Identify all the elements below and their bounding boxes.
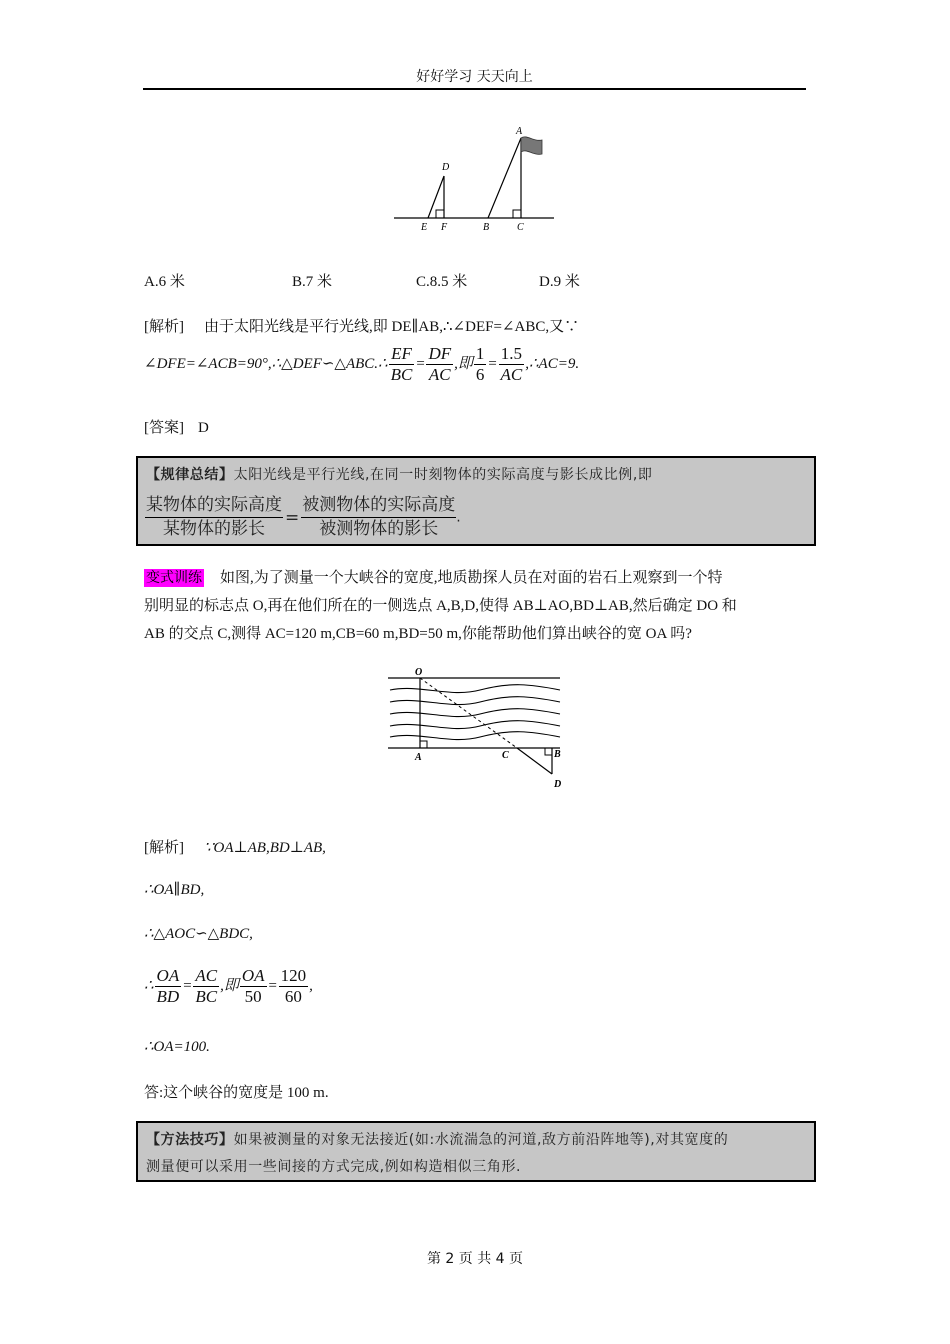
- page-footer: 第 2 页 共 4 页: [426, 1251, 524, 1267]
- analysis-2-label: [解析]: [144, 840, 184, 856]
- analysis-2-line-4: ∴ $\frac{OA}{BD}$ = $\frac{AC}{BC}$ ,即 $\frac{OA}{50}$ = $\frac{120}{60}$ ,: [144, 966, 313, 1006]
- page-header: 好好学习 天天向上: [143, 66, 806, 90]
- label-d: D: [442, 162, 450, 173]
- label-c: C: [517, 222, 524, 233]
- rule-summary-formula: $\frac{\text{某物体的实际高度}}{\text{某物体的影长}}$ = $\frac{\text{被测物体的实际高度}}{\text{被测物体的影长}}$ .: [146, 495, 461, 539]
- answer-value: D: [198, 420, 209, 436]
- fraction-ac-bc: $\frac{AC}{BC}$: [195, 966, 218, 1006]
- analysis-2-line-3: ∴△AOC∽△BDC,: [144, 926, 253, 942]
- analysis-1-text: 由于太阳光线是平行光线,即 DE∥AB,∴∠DEF=∠ABC,又∵: [204, 319, 580, 335]
- answer-line: [144, 416, 209, 437]
- label-a2: A: [415, 752, 422, 763]
- fraction-1-6: $\frac{1}{6}$: [475, 344, 485, 384]
- analysis-2-answer: 答:这个峡谷的宽度是 100 m.: [144, 1085, 329, 1101]
- label-d2: D: [554, 779, 562, 790]
- label-f: F: [441, 222, 448, 233]
- rule-summary-text: 太阳光线是平行光线,在同一时刻物体的实际高度与影长成比例,即: [233, 467, 653, 483]
- canyon-figure: [380, 664, 580, 794]
- label-b: B: [483, 222, 490, 233]
- option-d: D.9 米: [539, 274, 580, 290]
- variant-training-tag: 变式训练: [146, 570, 202, 586]
- analysis-2-line-1: [解析] ∵OA⊥AB,BD⊥AB,: [144, 840, 326, 856]
- method-tips-title: 【方法技巧】: [146, 1132, 234, 1148]
- label-b2: B: [554, 749, 561, 760]
- fraction-1.5-ac: $\frac{1.5}{AC}$: [500, 344, 523, 384]
- variant-training-problem: 变式训练 如图,为了测量一个大峡谷的宽度,地质勘探人员在对面的岩石上观察到一个特 别明显的标志点 O,再在他们所在的一侧选点 A,B,D,使得 AB⊥AO,BD⊥AB,然后确定 DO 和 AB 的交点 C,测得 AC=120 m,CB=60 m,BD=50 m,你能帮助他们算出峡谷的宽 OA 吗?: [144, 570, 737, 642]
- option-b: B.7 米: [292, 274, 333, 290]
- label-c2: C: [502, 750, 509, 761]
- segment-ab: [488, 138, 521, 218]
- analysis-1-line-1: [144, 315, 579, 336]
- option-a: A.6 米: [144, 274, 185, 290]
- right-angle-f: [436, 210, 444, 218]
- rule-summary-title: 【规律总结】: [146, 467, 234, 483]
- fraction-df-ac: $\frac{DF}{AC}$: [428, 344, 452, 384]
- method-tips-box: 【方法技巧】如果被测量的对象无法接近(如:水流湍急的河道,敌方前沿阵地等),对其宽度的 测量便可以采用一些间接的方式完成,例如构造相似三角形.: [136, 1121, 816, 1182]
- option-c: C.8.5 米: [416, 274, 468, 290]
- flag-icon: [521, 137, 542, 154]
- fraction-ef-bc: $\frac{EF}{BC}$: [390, 344, 413, 384]
- analysis-2-line-5: ∴OA=100.: [144, 1039, 210, 1055]
- label-o: O: [415, 667, 423, 678]
- fraction-oa-50: $\frac{OA}{50}$: [241, 966, 265, 1006]
- analysis-2-line-2: ∴OA∥BD,: [144, 882, 205, 898]
- right-angle-c: [513, 210, 521, 218]
- rule-summary-box: [136, 456, 816, 546]
- analysis-label: [解析]: [144, 319, 184, 335]
- flagpole-shadow-figure: [390, 120, 560, 235]
- label-e: E: [421, 222, 428, 233]
- answer-label: [答案]: [144, 420, 184, 436]
- fraction-oa-bd: $\frac{OA}{BD}$: [156, 966, 180, 1006]
- label-a: A: [516, 126, 523, 137]
- analysis-1-line-2: ∠DFE=∠ACB=90°,∴△DEF∽△ABC.∴ $\frac{EF}{BC}$ = $\frac{DF}{AC}$ ,即 $\frac{1}{6}$ = $\frac{1.5}{AC}$ ,∴AC=9.: [144, 344, 580, 384]
- fraction-120-60: $\frac{120}{60}$: [280, 966, 307, 1006]
